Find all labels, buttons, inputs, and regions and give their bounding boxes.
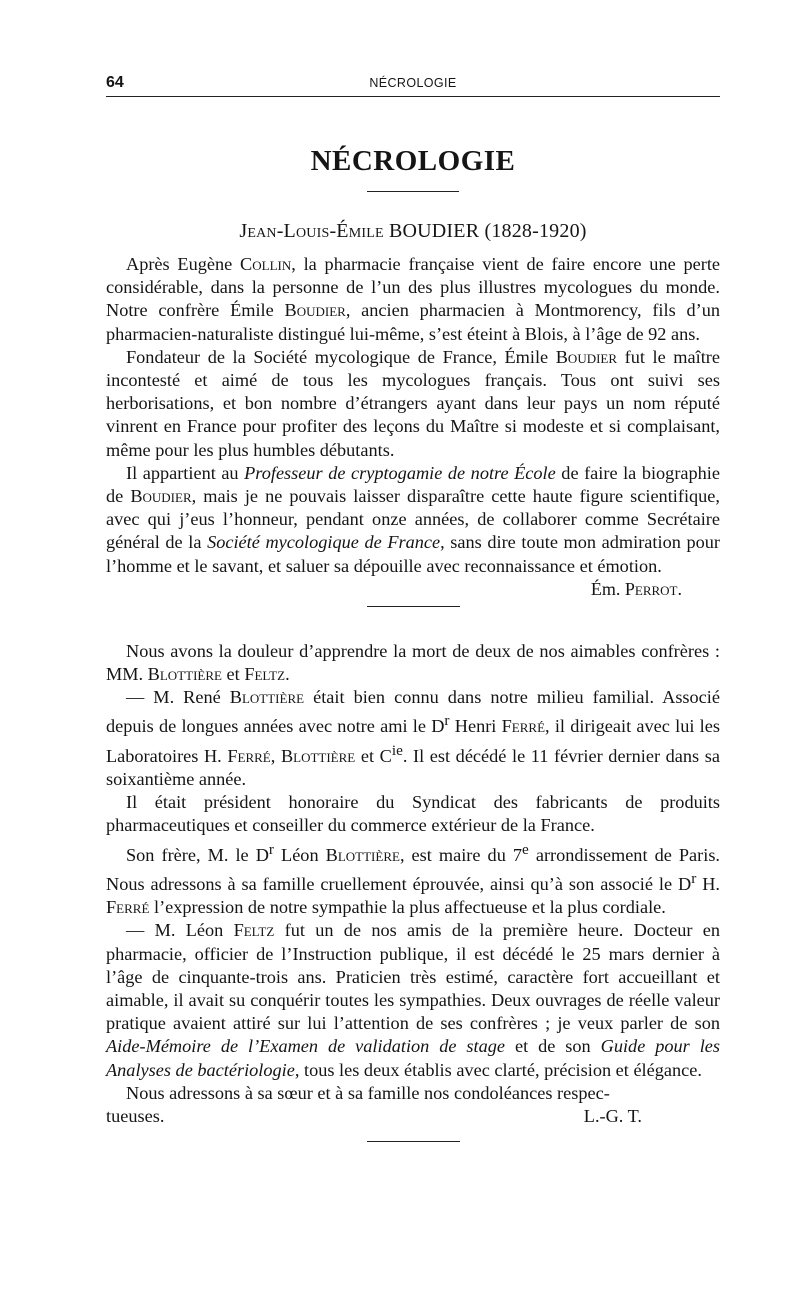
text-run: , [270,745,276,766]
text-run: Henri [454,716,497,737]
text-run: , la pharmacie française vient de faire encore une perte considérable, dans la personne de l’un des plus illustres mycologues du monde. Notre confrère Émile [106,254,721,321]
person-name: Blottière [280,745,356,766]
paragraph [106,640,720,686]
person-name: Boudier [555,346,618,367]
superscript: e [522,840,529,858]
text-run: , ancien pharmacien à Montmorency, fils d’un pharmacien-naturaliste distingué lui-même, s’est éteint à Blois, à l’âge de 92 ans. [106,300,720,344]
text-run: Nous avons la douleur d’apprendre la mort de deux de nos aimables confrères : MM. [106,640,720,685]
paragraph [106,838,720,920]
person-name: Ferré [106,897,150,918]
paragraph [106,919,720,1081]
person-name: Boudier [284,300,346,321]
text-run: , mais je ne pouvais laisser disparaître cette haute figure scientifique, avec qui j’eus l’honneur, pendant onze années, de collaborer comme Secrétaire général de la [106,486,720,553]
heading-surname: BOUDIER [388,220,480,242]
text-run: l’expression de notre sympathie la plus affectueuse et la plus cordiale. [153,897,666,918]
italic-title: Aide-Mémoire de l’Examen de validation de stage [106,1036,506,1057]
page-number: 64 [106,74,124,91]
title-rule [367,191,459,192]
paragraph [106,462,720,578]
obituary-heading [106,219,720,243]
heading-given-names: Jean-Louis-Émile [239,220,384,242]
text-run: Fondateur de la Société mycologique de France, Émile [126,346,549,367]
superscript: r [444,712,450,730]
signature-first: Ém. [590,578,621,599]
person-name: Blottière [147,664,222,685]
text-run: arrondissement de Paris. Nous adressons à sa famille cruellement éprouvée, ainsi qu’à son associé le D [106,844,721,895]
superscript: r [268,840,274,858]
text-run: . [285,664,290,685]
text-run: de faire la biographie de [106,462,721,507]
text-run: , il dirigeait avec lui les Laboratoires H. [106,716,720,766]
paragraph [106,346,720,462]
running-title: NÉCROLOGIE [369,76,457,90]
superscript: r [691,869,697,887]
section-title: NÉCROLOGIE [310,145,516,177]
text-run: était bien connu dans notre milieu familial. Associé depuis de longues années avec notre ami le D [106,687,720,737]
running-head [106,68,720,97]
person-name: Feltz [244,664,286,685]
paragraph: Il était président honoraire du Syndicat des fabricants de produits pharmaceutiques et conseiller du commerce extérieur de la France. [106,792,720,836]
text-run: — M. René [126,687,221,708]
text-run: fut le maître incontesté et aimé de tous les mycologues français. Tous ont suivi ses herborisations, et bon nombre d’étrangers ayant dans leur pays un nom réputé vinrent en France pour profiter des leçons du Maître si modeste et si complaisant, même pour les plus humbles débutants. [106,346,721,460]
text-run: , est maire du 7 [399,844,523,865]
text-run: Après Eugène [126,254,233,274]
paragraph [106,686,720,791]
text-run: , tous les deux établis avec clarté, précision et élégance. [294,1059,702,1080]
heading-dates: (1828-1920) [484,220,587,242]
section-rule [367,606,460,607]
text-run: — M. Léon [126,920,224,941]
text-run: . Il est décédé le 11 février dernier dans sa soixantième année. [106,745,720,790]
paragraph [106,253,720,346]
person-name: Blottière [229,687,305,708]
person-name: Feltz [233,920,275,941]
text-run: et C [360,745,392,766]
person-name: Collin [240,254,292,274]
text-run: Léon [281,844,319,865]
signature-last: Perrot. [624,578,682,599]
text-run: tueuses. [106,1106,165,1127]
boudier-obituary [106,253,720,607]
text-run: et de son [514,1036,591,1057]
text-run: H. [702,874,720,895]
blottiere-feltz-obituary [106,640,720,1142]
text-run: Son frère, M. le D [126,844,269,865]
text-run: , sans dire toute mon admiration pour l’homme et le savant, et saluer sa dépouille avec reconnaissance et émotion. [106,532,720,576]
italic-title: Guide pour les Analyses de bactériologie [106,1036,721,1080]
text-run: Il appartient au [126,462,239,483]
paragraph: Nous adressons à sa sœur et à sa famille nos condoléances respec- [126,1082,610,1103]
person-name: Boudier [130,486,192,507]
superscript: ie [391,741,403,759]
person-name: Ferré [227,745,271,766]
signature: L.-G. T. [583,1106,642,1127]
person-name: Blottière [325,844,400,865]
page [106,68,720,1142]
text-run: et [226,664,240,685]
text-run: fut un de nos amis de la première heure. Docteur en pharmacie, officier de l’Instruction publique, il est décédé le 25 mars dernier à l’âge de cinquante-trois ans. Praticien très estimé, caractère fort accueillant et aimable, il avait su conquérir toutes les sympathies. Deux ouvrages de réelle valeur pratique avaient attiré sur lui l’attention de ses confrères ; je veux parler de son [106,920,720,1034]
italic-title: Professeur de cryptogamie de notre École [244,462,556,483]
person-name: Ferré [501,716,546,737]
italic-title: Société mycologique de France [207,532,441,553]
signature [106,578,682,600]
end-rule [367,1141,460,1142]
closing-line [106,1105,720,1129]
